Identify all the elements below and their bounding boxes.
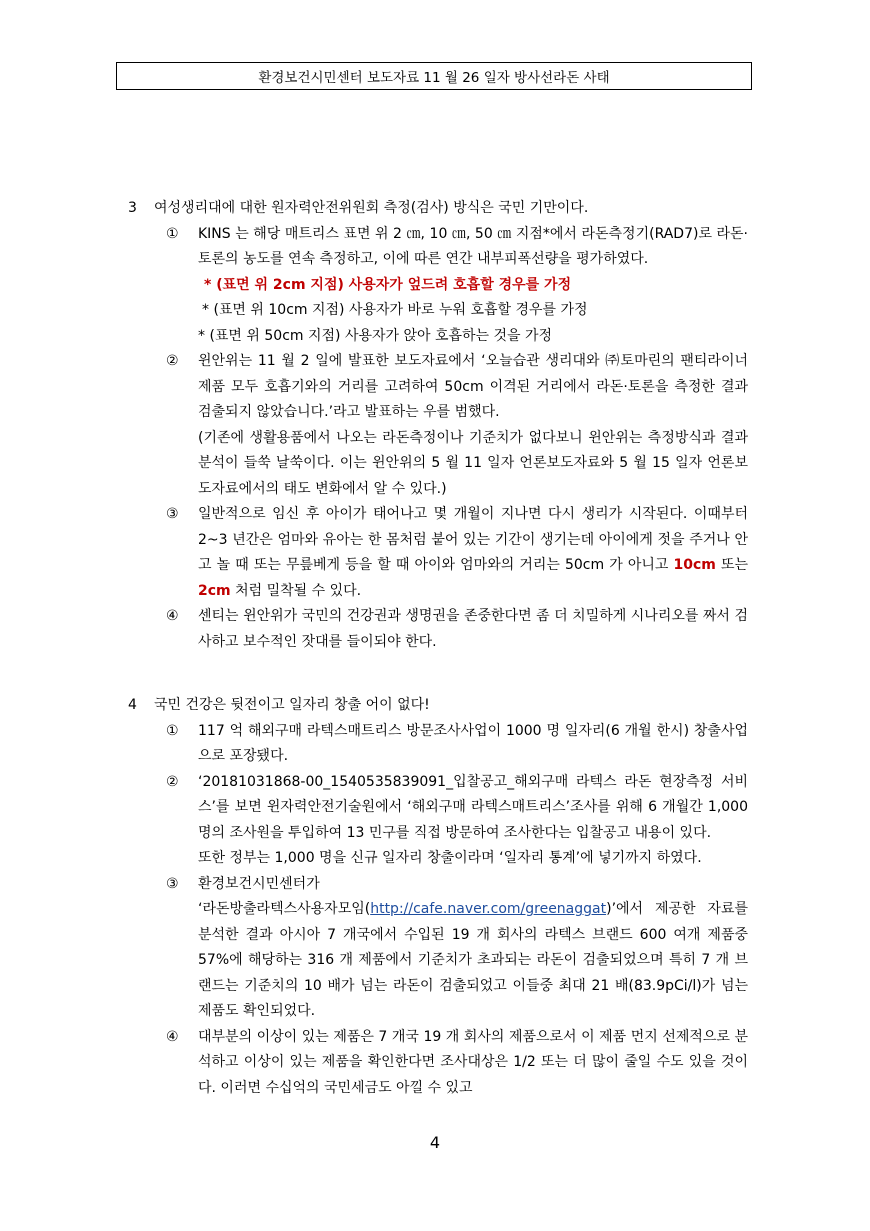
item-number: ④ bbox=[166, 608, 179, 624]
item-number: ③ bbox=[166, 506, 179, 522]
item-text: 센티는 윈안위가 국민의 건강권과 생명권을 존중한다면 좀 더 치밀하게 시나리오를 짜서 검사하고 보수적인 잣대를 들이되야 한다. bbox=[198, 608, 748, 650]
text-segment: ‘라돈방출라텍스사용자모임( bbox=[198, 901, 371, 917]
section-number: 4 bbox=[128, 697, 137, 713]
item-number: ③ bbox=[166, 875, 179, 892]
section-4 bbox=[128, 693, 748, 1101]
item-text: ‘20181031868-00_1540535839091_입찰공고_해외구매 라텍스 라돈 현장측정 서비스’를 보면 윈자력안전기술원에서 ‘해외구매 라텍스매트리스’조사를 위해 6 개월간 1,000 명의 조사원을 투입하여 13 민구를 직접 방문하여 조사한다는 입찰공고 내용이 있다. bbox=[198, 773, 748, 841]
page-number: 4 bbox=[429, 1133, 441, 1152]
cafe-link[interactable]: http://cafe.naver.com/greenaggat bbox=[370, 901, 607, 917]
item-text bbox=[198, 897, 748, 1025]
item-text-line1: 환경보건시민센터가 bbox=[198, 875, 320, 892]
list-item bbox=[166, 770, 748, 872]
header-title-box bbox=[116, 62, 752, 90]
note-50cm: * (표면 위 50cm 지점) 사용자가 앉아 호흡하는 것을 가정 bbox=[198, 327, 553, 344]
item-text: 117 억 해외구매 라텍스매트리스 방문조사사업이 1000 명 일자리(6 개월 한시) 창출사업으로 포장됐다. bbox=[198, 722, 748, 764]
section-heading bbox=[128, 196, 748, 222]
document-body bbox=[128, 196, 748, 1101]
item-number: ① bbox=[166, 722, 179, 739]
item-body bbox=[198, 1025, 748, 1102]
list-item bbox=[166, 222, 748, 350]
item-body bbox=[198, 719, 748, 770]
section-heading bbox=[128, 693, 748, 719]
text-segment: 처럼 밀착될 수 있다. bbox=[230, 582, 362, 599]
item-body bbox=[198, 349, 748, 502]
section-3 bbox=[128, 196, 748, 655]
section-title: 국민 건강은 뒷전이고 일자리 창출 어이 없다! bbox=[154, 697, 430, 713]
section-title: 여성생리대에 대한 원자력안전위원회 측정(검사) 방식은 국민 기만이다. bbox=[154, 200, 589, 216]
list-item bbox=[166, 719, 748, 770]
item-body bbox=[198, 604, 748, 655]
list-item bbox=[166, 502, 748, 604]
list-item bbox=[166, 1025, 748, 1102]
section-number: 3 bbox=[128, 200, 137, 216]
item-body bbox=[198, 502, 748, 604]
item-text bbox=[198, 502, 748, 604]
item-text-extra: 또한 정부는 1,000 명을 신규 일자리 창출이라며 ‘일자리 통계’에 넣기까지 하였다. bbox=[198, 850, 702, 866]
item-body bbox=[198, 222, 748, 350]
note-10cm: * (표면 위 10cm 지점) 사용자가 바로 누워 호흡할 경우를 가정 bbox=[202, 302, 588, 318]
list-item bbox=[166, 349, 748, 502]
item-text: 대부분의 이상이 있는 제품은 7 개국 19 개 회사의 제품으로서 이 제품 먼지 선제적으로 분석하고 이상이 있는 제품을 확인한다면 조사대상은 1/2 또는 더 많이 줄일 수도 있을 것이다. 이러면 수십억의 국민세금도 아낄 수 있고 bbox=[198, 1028, 748, 1096]
highlight-10cm: 10cm bbox=[673, 557, 716, 573]
text-segment: 일반적으로 임신 후 아이가 태어나고 몇 개월이 지나면 다시 생리가 시작된다. 이때부터 2~3 년간은 엄마와 유아는 한 몸처럼 붙어 있는 기간이 생기는데 아이에게 젓을 주거나 안고 놀 때 또는 무릎베게 등을 할 때 아이와 엄마와의 거리는 50cm 가 아니고 bbox=[198, 506, 748, 573]
item-text: 윈안위는 11 월 2 일에 발표한 보도자료에서 ‘오늘습관 생리대와 ㈜토마린의 팬티라이너 제품 모두 호흡기와의 거리를 고려하여 50cm 이격된 거리에서 라돈·토론을 측정한 결과 검출되지 않았습니다.’라고 발표하는 우를 범했다. bbox=[198, 353, 748, 420]
item-text: KINS 는 해당 매트리스 표면 위 2 ㎝, 10 ㎝, 50 ㎝ 지점*에서 라돈측정기(RAD7)로 라돈·토론의 농도를 연속 측정하고, 이에 따른 연간 내부피폭선량을 평가하였다. bbox=[198, 225, 748, 267]
item-body bbox=[198, 872, 748, 1025]
highlight-2cm: 2cm bbox=[198, 582, 231, 599]
text-segment: 또는 bbox=[715, 557, 748, 573]
list-item bbox=[166, 872, 748, 1025]
item-number: ④ bbox=[166, 1028, 179, 1045]
item-number: ② bbox=[166, 353, 179, 369]
list-item bbox=[166, 604, 748, 655]
item-number: ① bbox=[166, 225, 179, 242]
item-text-note: (기존에 생활용품에서 나오는 라돈측정이나 기준치가 없다보니 윈안위는 측정방식과 결과 분석이 들쑥 날쑥이다. 이는 윈안위의 5 월 11 일자 언론보도자료와 5 월 15 일자 언론보도자료에서의 태도 변화에서 알 수 있다.) bbox=[198, 429, 748, 497]
note-2cm: * (표면 위 2cm 지점) 사용자가 엎드려 호흡할 경우를 가정 bbox=[204, 276, 572, 293]
text-segment: )’에서 제공한 자료를 분석한 결과 아시아 7 개국에서 수입된 19 개 회사의 라텍스 브랜드 600 여개 제품중 57%에 해당하는 316 개 제품에서 기준치가 초과되는 라돈이 검출되었으며 특히 7 개 브랜드는 기준치의 10 배가 넘는 라돈이 검출되었고 이들중 최대 21 배(83.9pCi/l)가 넘는 제품도 확인되었다. bbox=[198, 901, 748, 1019]
item-number: ② bbox=[166, 773, 179, 790]
header-title: 환경보건시민센터 보도자료 11 월 26 일자 방사선라돈 사태 bbox=[258, 70, 610, 86]
item-body bbox=[198, 770, 748, 872]
